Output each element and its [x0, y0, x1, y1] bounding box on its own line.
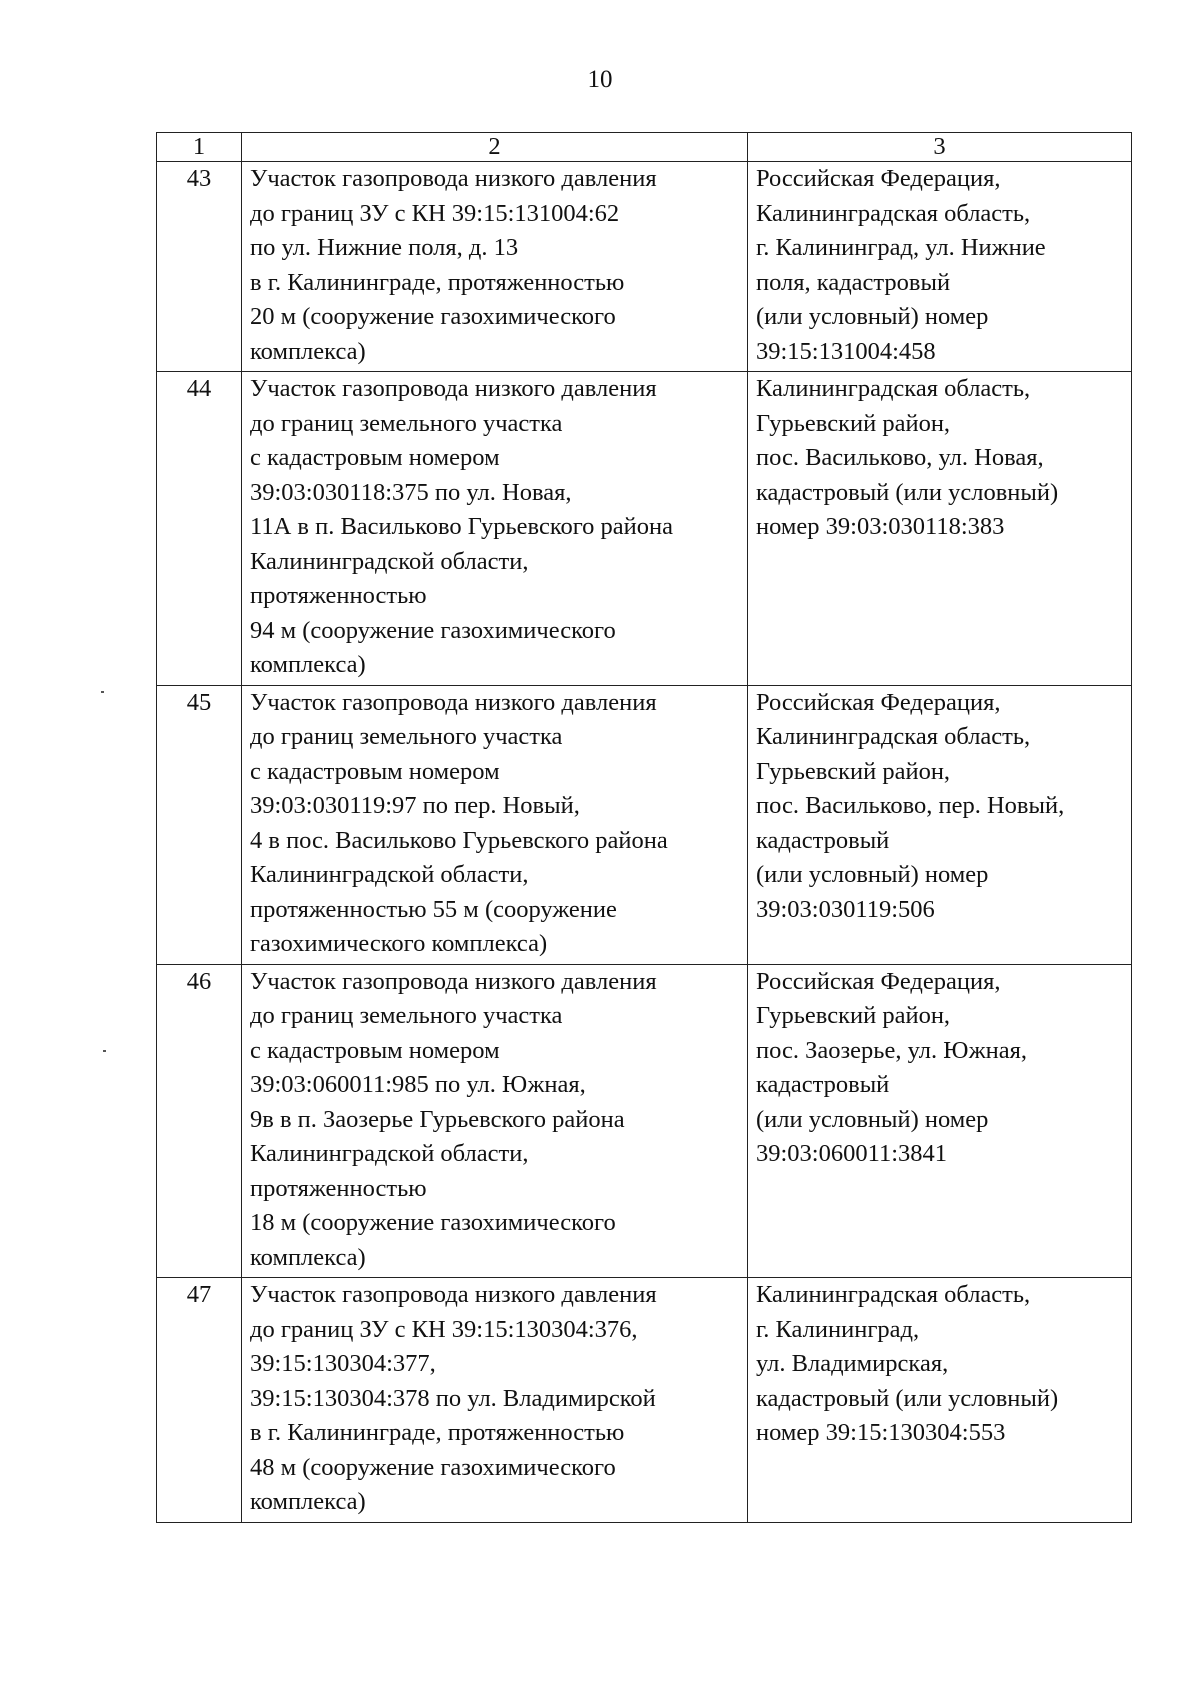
address-line: г. Калининград, ул. Нижние — [756, 234, 1046, 261]
object-description-cell — [242, 1278, 748, 1523]
description-line: газохимического комплекса) — [250, 930, 548, 957]
table-row — [157, 1278, 1132, 1523]
address-line: номер 39:15:130304:553 — [756, 1419, 1006, 1446]
address-line: Калининградская область, — [756, 1281, 1031, 1308]
address-line: пос. Васильково, ул. Новая, — [756, 444, 1044, 471]
description-line: комплекса) — [250, 1243, 366, 1271]
row-number: 45 — [157, 685, 242, 964]
address-line: Калининградская область, — [756, 199, 1031, 227]
description-line: 94 м (сооружение газохимического — [250, 616, 616, 644]
row-number: 46 — [157, 964, 242, 1278]
description-line: протяженностью — [250, 582, 427, 609]
address-line: пос. Заозерье, ул. Южная, — [756, 1036, 1028, 1064]
table-row — [157, 964, 1132, 1278]
description-line: 11А в п. Васильково Гурьевского района — [250, 513, 674, 540]
description-line: Калининградской области, — [250, 1140, 529, 1167]
column-header: 3 — [748, 133, 1132, 162]
description-line: комплекса) — [250, 337, 366, 365]
description-line: Калининградской области, — [250, 861, 529, 888]
address-line: поля, кадастровый — [756, 268, 951, 296]
address-line: Российская Федерация, — [756, 165, 1001, 192]
address-line: Российская Федерация, — [756, 967, 1001, 995]
description-line: с кадастровым номером — [250, 1036, 500, 1064]
address-line: ул. Владимирская, — [756, 1350, 949, 1377]
description-line: 39:03:030118:375 по ул. Новая, — [250, 478, 572, 506]
address-cell — [748, 685, 1132, 964]
description-line: 9в в п. Заозерье Гурьевского района — [250, 1105, 625, 1133]
row-number: 43 — [157, 162, 242, 372]
address-line: Калининградская область, — [756, 375, 1031, 402]
description-line: Калининградской области, — [250, 547, 529, 575]
description-line: 39:15:130304:377, — [250, 1350, 436, 1377]
object-description-cell — [242, 372, 748, 686]
description-line: до границ земельного участка — [250, 1002, 563, 1029]
address-line: Гурьевский район, — [756, 757, 951, 785]
description-line: протяженностью 55 м (сооружение — [250, 895, 617, 923]
address-line: кадастровый (или условный) — [756, 1384, 1059, 1412]
address-cell — [748, 1278, 1132, 1523]
column-header: 1 — [157, 133, 242, 162]
object-description-cell — [242, 685, 748, 964]
description-line: 48 м (сооружение газохимического — [250, 1453, 616, 1481]
address-line: Калининградская область, — [756, 723, 1031, 750]
description-line: 39:03:060011:985 по ул. Южная, — [250, 1071, 586, 1098]
object-description-cell — [242, 162, 748, 372]
address-line: 39:03:030119:506 — [756, 895, 935, 923]
objects-table — [156, 132, 1132, 1523]
description-line: комплекса) — [250, 1488, 366, 1515]
description-line: по ул. Нижние поля, д. 13 — [250, 234, 519, 261]
address-line: г. Калининград, — [756, 1315, 920, 1343]
scan-speck — [101, 691, 104, 693]
table-header-row — [157, 133, 1132, 162]
description-line: протяженностью — [250, 1174, 427, 1202]
row-number: 47 — [157, 1278, 242, 1523]
description-line: Участок газопровода низкого давления — [250, 688, 657, 716]
object-description-cell — [242, 964, 748, 1278]
address-cell — [748, 162, 1132, 372]
description-line: в г. Калининграде, протяженностью — [250, 268, 625, 296]
address-line: номер 39:03:030118:383 — [756, 513, 1005, 540]
table-row — [157, 685, 1132, 964]
page-number: 10 — [587, 66, 613, 93]
address-line: кадастровый (или условный) — [756, 478, 1059, 506]
scan-speck — [103, 1050, 106, 1052]
address-line: (или условный) номер — [756, 303, 989, 330]
description-line: 20 м (сооружение газохимического — [250, 303, 616, 330]
description-line: Участок газопровода низкого давления — [250, 375, 657, 402]
address-line: кадастровый — [756, 826, 890, 854]
description-line: Участок газопровода низкого давления — [250, 1281, 657, 1308]
description-line: Участок газопровода низкого давления — [250, 165, 657, 192]
address-line: Гурьевский район, — [756, 1002, 951, 1029]
address-line: 39:03:060011:3841 — [756, 1140, 948, 1167]
description-line: 4 в пос. Васильково Гурьевского района — [250, 826, 668, 854]
description-line: с кадастровым номером — [250, 757, 500, 785]
description-line: комплекса) — [250, 651, 366, 678]
description-line: до границ ЗУ с КН 39:15:131004:62 — [250, 199, 620, 227]
table-body — [157, 162, 1132, 1523]
address-cell — [748, 372, 1132, 686]
address-cell — [748, 964, 1132, 1278]
description-line: с кадастровым номером — [250, 444, 500, 471]
table-row — [157, 372, 1132, 686]
description-line: до границ земельного участка — [250, 409, 563, 437]
description-line: до границ ЗУ с КН 39:15:130304:376, — [250, 1315, 638, 1343]
address-line: Российская Федерация, — [756, 688, 1001, 716]
address-line: (или условный) номер — [756, 1105, 989, 1133]
row-number: 44 — [157, 372, 242, 686]
column-header: 2 — [242, 133, 748, 162]
description-line: Участок газопровода низкого давления — [250, 967, 657, 995]
address-line: (или условный) номер — [756, 861, 989, 888]
table-row — [157, 162, 1132, 372]
description-line: 39:03:030119:97 по пер. Новый, — [250, 792, 580, 819]
description-line: до границ земельного участка — [250, 723, 563, 750]
description-line: 39:15:130304:378 по ул. Владимирской — [250, 1384, 656, 1412]
description-line: в г. Калининграде, протяженностью — [250, 1419, 625, 1446]
address-line: кадастровый — [756, 1071, 890, 1098]
description-line: 18 м (сооружение газохимического — [250, 1209, 616, 1236]
address-line: Гурьевский район, — [756, 409, 951, 437]
address-line: пос. Васильково, пер. Новый, — [756, 792, 1065, 819]
address-line: 39:15:131004:458 — [756, 337, 936, 365]
